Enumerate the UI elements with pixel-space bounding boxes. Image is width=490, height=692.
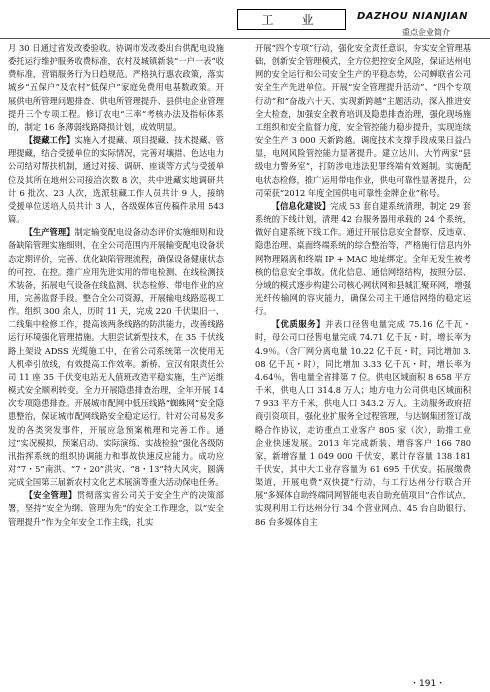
paragraph bbox=[8, 134, 224, 226]
section-heading: 【安全管理】 bbox=[24, 490, 77, 501]
section-heading: 【提藏工作】 bbox=[24, 135, 75, 146]
page-number: ・191・ bbox=[410, 679, 446, 689]
paragraph bbox=[255, 42, 471, 200]
publication-title: DAZHOU NIANJIAN bbox=[357, 11, 469, 22]
paragraph bbox=[255, 318, 471, 529]
section-heading: 【生产管理】 bbox=[24, 227, 75, 238]
left-text-column bbox=[8, 42, 224, 529]
paragraph bbox=[8, 489, 224, 528]
paragraph-text: 贯彻落实省公司关于安全生产的决策部署，坚持“安全为纲、管理为先”的安全工作理念，以“安全管理提升”作为全年安全工作主线，扎实 bbox=[8, 490, 224, 527]
right-text-column bbox=[255, 42, 471, 529]
paragraph-text: 完成 53 套自建系统清理，制定 29 套系统的下线计划，清理 42 台服务器用承载的 24 个系统，做好自建系统下线工作。通过开展信息安全督察、反违章、隐患治理、桌面终端系统的综合整治等，严格施行信息内外网物理隔离和终端 IP + MAC 地址绑定。全年无发生被考核的信息安全事故。优化信息、通信网络结构，按照分层、分域的模式逐步构建公司核心网状网和县城汇聚环网，增强光纤传输网的容灾能力，确保公司主干通信网络的稳定运行。 bbox=[255, 200, 471, 317]
section-heading: 【优质服务】 bbox=[271, 319, 326, 330]
paragraph bbox=[8, 42, 224, 134]
paragraph-text: 月 30 日通过省发改委验收。协调市发改委出台供配电设施委托运行维护服务收费标准，农村及城镇新装“一户一表”收费标准，营销服务行为日趋规范。严格执行惠农政策，落实城乡“五保户”及农村“低保户”家庭免费用电基数政策。开展供电所管理问题排查、供电所管理提升、县供电企业管理提升三个专项工程。修订农电“三率”考核办法及指标体系的，制定 16 条薄弱线路降损计划，成效明显。 bbox=[8, 43, 224, 132]
paragraph-text: 制定输变配电设备动态评价实施细则和设备缺陷管理实施细则，在全公司范围内开展输变配电设备状态定期评价，完善、优化缺陷管理流程，确保设备健康状态的可控、在控。推广应用先进实用的带电检测、在线检测技术装备，拓展电气设备在线监测、状态检修、带电作业的应用，完善监督手段。整合全公司资源，开展输电线路巡视工作。组织 300 余人，历时 11 天，完成 220 千伏渠旧一、二线集中检修工作，提高该两条线路的防洪能力，改善线路运行环境强化管理措施。大胆尝试新型技术，在 35 千伏线路上架设 ADSS 光缆施工中，在省公司系统第一次使用无人机牵引放线，有效提高工作效率。新桥、宣汉有限责任公司 11 座 35 千伏变电站无人值班改造平稳实施，生产运维模式安全顺利转变。全力开展隐患排查治理，全年开展 14 次专项隐患排查。开展城市配网中低压线路“蜘蛛网”安全隐患整治，保证城市配网线路安全稳定运行。针对公司易发多发的各类突发事件，开展应急预案梳理和完善工作。通过“实况模拟、预案启动、实际演练、实战检验”强化各级防汛指挥系统的组织协调能力和事故快速反应能力。成功应对“7・5”南洪、“7・20”洪灾、“8・13”特大风灾，圆满完成全国第三届新农村文化艺术展演等重大活动保电任务。 bbox=[8, 227, 224, 488]
section-title: 工 业 bbox=[261, 13, 322, 27]
subsection-title: 重点企业简介 bbox=[402, 28, 450, 37]
paragraph-text: 实施入才提藏、项目提藏、技术提藏、管理提藏，结合受援单位的实际情况，完善对壤措、色达电力公司结对帮扶机制，通过对接、调研、座谈等方式与受援单位及其所在地州公司接洽次数 8 次，共中进藏实地调研共计 6 批次、23 人次，选派驻藏工作人员共计 9 人，接纳受援单位送培人员共计 3 人，各级媒体宣传稿件录用 543 篇。 bbox=[8, 135, 224, 225]
paragraph bbox=[8, 226, 224, 489]
section-header-box bbox=[237, 9, 346, 30]
header-divider bbox=[0, 38, 490, 39]
paragraph-text: 并表口径售电量完成 75.16 亿千瓦・时，母公司口径售电量完成 74.71 亿千瓦・时，增长率为 4.9％。（含厂网分离电量 10.22 亿千瓦・时，同比增加 3.08 亿千瓦・时），同比增加 3.33 亿千瓦・时，增长率为 4.64％，售电量全省排第 7 位。供电区域面积 8 658 平方千米，供电人口 314.8 万人；地方电力公司供电区域面积 7 933 平方千米，供电人口 343.2 万人。主动服务政府招商引资项目，强化业扩服务全过程管理，与达钢集团签订战略合作协议，走访重点工业客户 805 家（次），助推工业企业快速发展。2013 年完成新装、增容客户 166 780 家，新增容量 1 049 000 千伏安，累计存容量 138 181 千伏安，其中大工业存容量为 61 695 千伏安。拓展缴费渠道，开展电费“双快捷”行动，与工行达州分行联合开展“多媒体自助终端同网智能电表自助充值项目”合作试点，实现利用工行达州分行 34 个营业网点、45 台自助银行、86 台多媒体自主 bbox=[255, 319, 471, 527]
paragraph-text: 开展“四个专项”行动，强化安全责任意识，夯实安全管理基础，创新安全管理模式，全方位把控安全风险，保证达州电网的安全运行和公司安全生产的平稳态势，公司蝉联省公司安全生产先进单位。开展“安全管理提升活动”、“四个专项行动”和“奋战六十天、实现新跨越”主题活动，深入推进安全大检查，加强安全教育培训及隐患排查治理，强化现场施工组织和安全监督力度，安全管控能力稳步提升，实现连续安全生产 3 000 天新跨越。调度技术支撑手段成果日益凸显，电网风险管控能力显著提升。建立达川、大竹两家“县级电力警务室”，打防涉电违法犯罪终端有效遏制。实施配电状态检修，推广运用带电作业，供电可靠性显著提升，公司荣获“2012 年度全国供电可靠性金牌企业”称号。 bbox=[255, 43, 471, 198]
paragraph bbox=[255, 200, 471, 318]
section-heading: 【信息化建设】 bbox=[271, 200, 331, 211]
